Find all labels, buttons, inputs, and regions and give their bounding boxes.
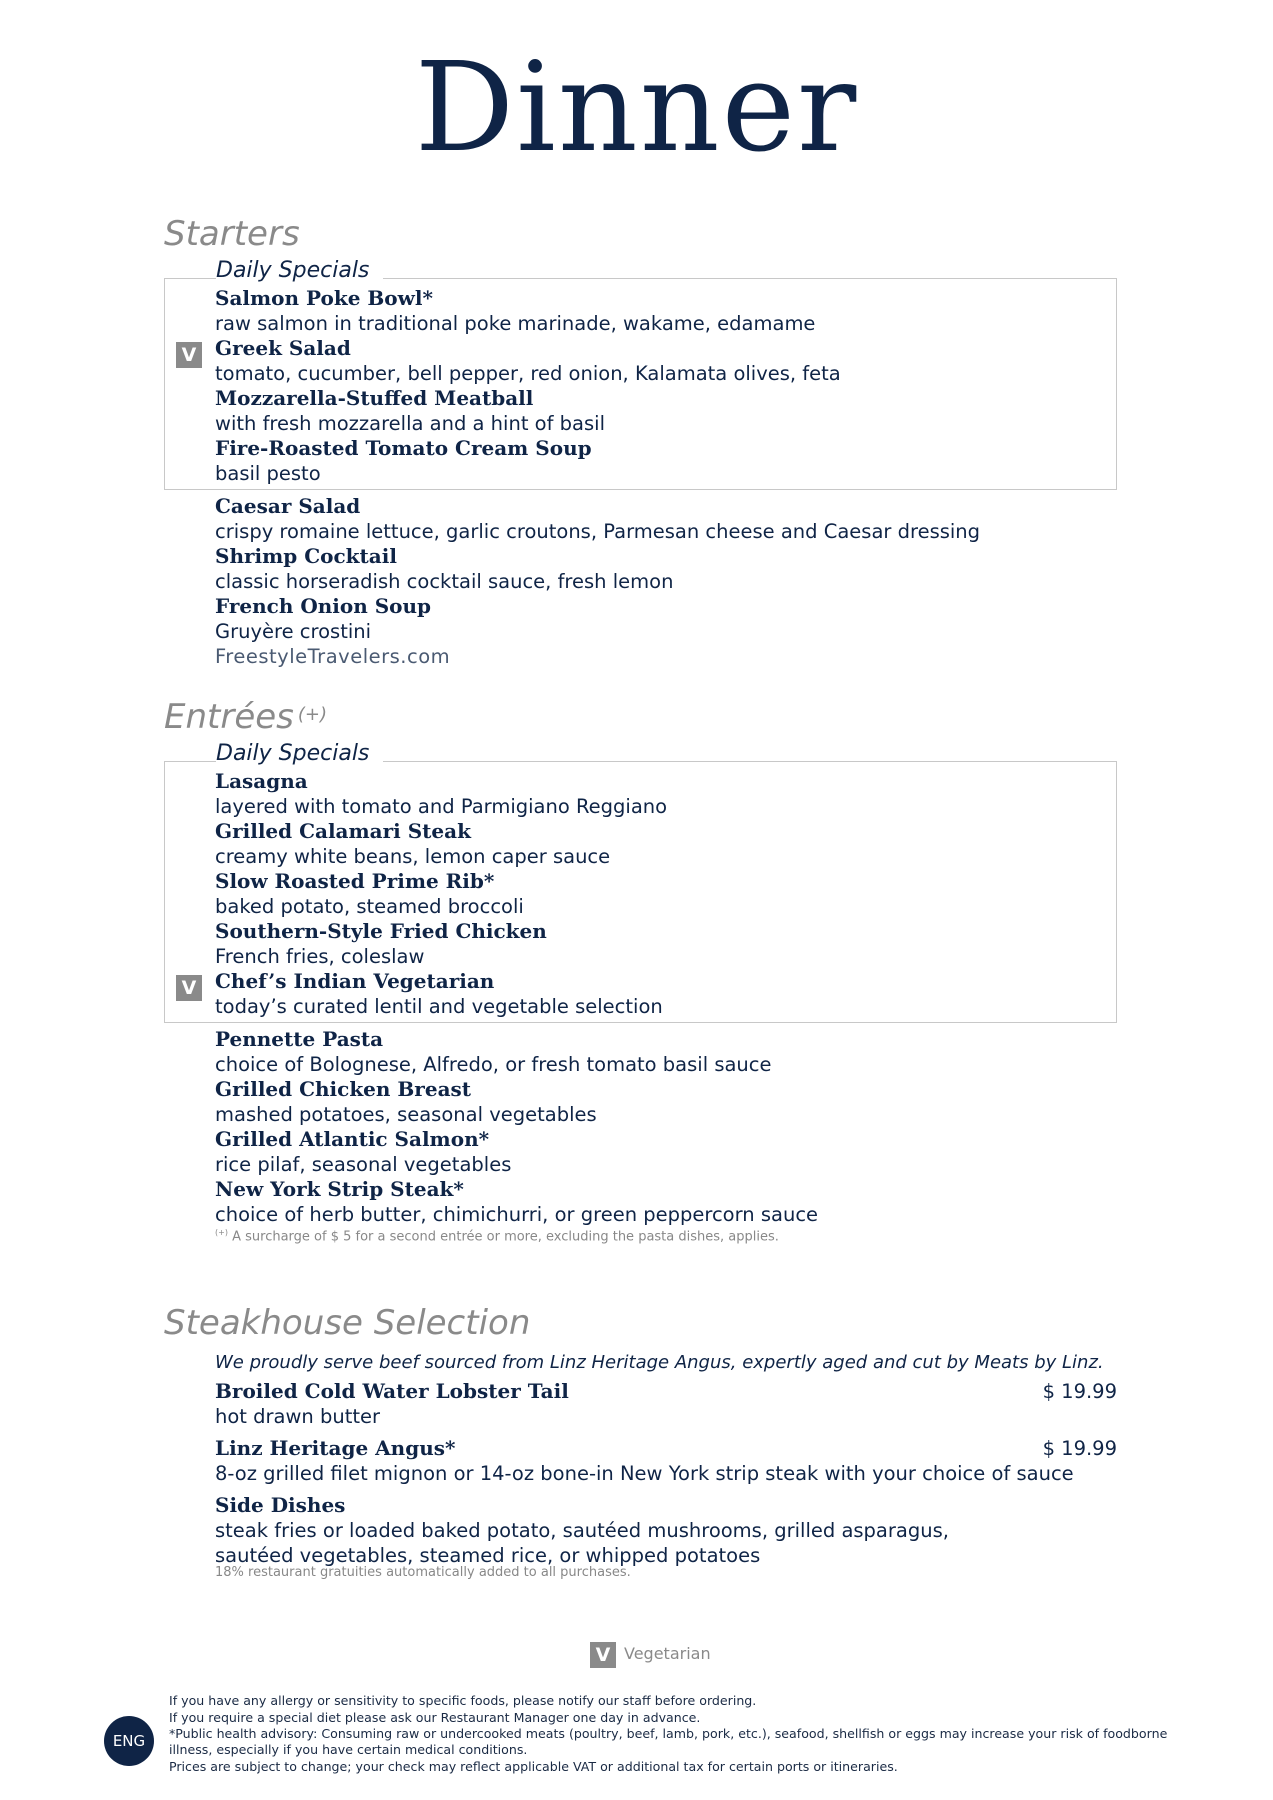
list-item — [215, 594, 431, 644]
item-name: Salmon Poke Bowl* — [215, 286, 433, 310]
entrees-daily-specials-label: Daily Specials — [216, 740, 383, 768]
list-item — [215, 336, 841, 386]
item-name: Shrimp Cocktail — [215, 544, 397, 568]
item-name: French Onion Soup — [215, 594, 432, 618]
watermark-text: FreestyleTravelers.com — [215, 645, 451, 668]
item-name: Southern-Style Fried Chicken — [215, 919, 547, 943]
menu-title: Dinner — [414, 36, 859, 180]
disclaimer-line: Prices are subject to change; your check may reflect applicable VAT or additional tax for certain ports or itineraries. — [169, 1759, 898, 1774]
item-description: choice of Bolognese, Alfredo, or fresh tomato basil sauce — [215, 1053, 772, 1076]
list-item — [215, 1379, 569, 1429]
list-item — [215, 286, 815, 336]
item-description: tomato, cucumber, bell pepper, red onion, Kalamata olives, feta — [215, 362, 841, 385]
entrees-surcharge-mark: (+) — [297, 704, 328, 725]
item-price: $ 19.99 — [1042, 1380, 1117, 1403]
item-name: Linz Heritage Angus* — [215, 1436, 456, 1460]
item-name: Fire-Roasted Tomato Cream Soup — [215, 436, 592, 460]
list-item — [215, 1127, 511, 1177]
list-item — [215, 969, 663, 1019]
legend-label: Vegetarian — [624, 1644, 711, 1663]
list-item — [215, 386, 605, 436]
entrees-heading — [164, 697, 327, 737]
item-description: 8-oz grilled filet mignon or 14-oz bone-in New York strip steak with your choice of sauce — [215, 1462, 1074, 1485]
item-description-continued: sautéed vegetables, steamed rice, or whipped potatoes — [215, 1544, 761, 1567]
disclaimer-line: *Public health advisory: Consuming raw or undercooked meats (poultry, beef, lamb, pork, etc.), seafood, shellfish or eggs may increase your risk of foodborne — [169, 1726, 1168, 1741]
item-description: mashed potatoes, seasonal vegetables — [215, 1103, 597, 1126]
item-description: French fries, coleslaw — [215, 945, 425, 968]
disclaimer-line: illness, especially if you have certain medical conditions. — [169, 1742, 528, 1757]
surcharge-note — [215, 1228, 779, 1244]
list-item — [215, 1493, 949, 1568]
item-name: Mozzarella-Stuffed Meatball — [215, 386, 534, 410]
surcharge-note-text: A surcharge of $ 5 for a second entrée or more, excluding the pasta dishes, applies. — [232, 1229, 779, 1245]
starters-heading: Starters — [164, 214, 300, 254]
list-item — [215, 1436, 1074, 1486]
starters-daily-specials-label: Daily Specials — [216, 257, 383, 285]
list-item — [215, 1177, 818, 1227]
item-name: Greek Salad — [215, 336, 351, 360]
item-description: hot drawn butter — [215, 1405, 381, 1428]
list-item — [215, 819, 610, 869]
item-name: Chef’s Indian Vegetarian — [215, 969, 495, 993]
gratuity-note: 18% restaurant gratuities automatically added to all purchases. — [215, 1565, 631, 1580]
item-price: $ 19.99 — [1042, 1437, 1117, 1460]
vegetarian-badge: V — [590, 1642, 616, 1668]
item-description: choice of herb butter, chimichurri, or green peppercorn sauce — [215, 1203, 819, 1226]
item-name: Caesar Salad — [215, 494, 361, 518]
item-description: classic horseradish cocktail sauce, fresh lemon — [215, 570, 674, 593]
steakhouse-intro: We proudly serve beef sourced from Linz Heritage Angus, expertly aged and cut by Meats by Linz. — [215, 1352, 1104, 1373]
list-item — [215, 436, 592, 486]
item-name: Pennette Pasta — [215, 1027, 384, 1051]
list-item — [215, 769, 667, 819]
item-description: layered with tomato and Parmigiano Reggiano — [215, 795, 668, 818]
item-name: Grilled Atlantic Salmon* — [215, 1127, 490, 1151]
item-name: Grilled Calamari Steak — [215, 819, 471, 843]
surcharge-note-mark: (+) — [215, 1228, 228, 1237]
item-description: today’s curated lentil and vegetable selection — [215, 995, 663, 1018]
item-description: rice pilaf, seasonal vegetables — [215, 1153, 512, 1176]
disclaimer-line: If you have any allergy or sensitivity to specific foods, please notify our staff before ordering. — [169, 1693, 757, 1708]
steakhouse-heading: Steakhouse Selection — [164, 1303, 531, 1343]
list-item — [215, 1027, 772, 1077]
vegetarian-badge: V — [176, 342, 202, 368]
item-description: steak fries or loaded baked potato, sautéed mushrooms, grilled asparagus, — [215, 1519, 949, 1542]
item-name: New York Strip Steak* — [215, 1177, 464, 1201]
item-name: Grilled Chicken Breast — [215, 1077, 472, 1101]
list-item — [215, 544, 673, 594]
item-description: crispy romaine lettuce, garlic croutons, Parmesan cheese and Caesar dressing — [215, 520, 981, 543]
vegetarian-badge: V — [176, 975, 202, 1001]
disclaimer-line: If you require a special diet please ask our Restaurant Manager one day in advance. — [169, 1710, 701, 1725]
list-item — [215, 919, 547, 969]
item-description: with fresh mozzarella and a hint of basil — [215, 412, 605, 435]
item-description: Gruyère crostini — [215, 620, 372, 643]
item-name: Side Dishes — [215, 1493, 346, 1517]
item-description: baked potato, steamed broccoli — [215, 895, 524, 918]
item-description: raw salmon in traditional poke marinade, wakame, edamame — [215, 312, 816, 335]
list-item — [215, 494, 980, 544]
item-name: Lasagna — [215, 769, 308, 793]
disclaimer-block — [169, 1692, 1168, 1775]
item-name: Slow Roasted Prime Rib* — [215, 869, 495, 893]
entrees-heading-text: Entrées — [164, 697, 294, 737]
language-badge[interactable]: ENG — [104, 1716, 154, 1766]
item-description: creamy white beans, lemon caper sauce — [215, 845, 611, 868]
item-description: basil pesto — [215, 462, 321, 485]
list-item — [215, 1077, 597, 1127]
item-name: Broiled Cold Water Lobster Tail — [215, 1379, 569, 1403]
list-item — [215, 869, 524, 919]
